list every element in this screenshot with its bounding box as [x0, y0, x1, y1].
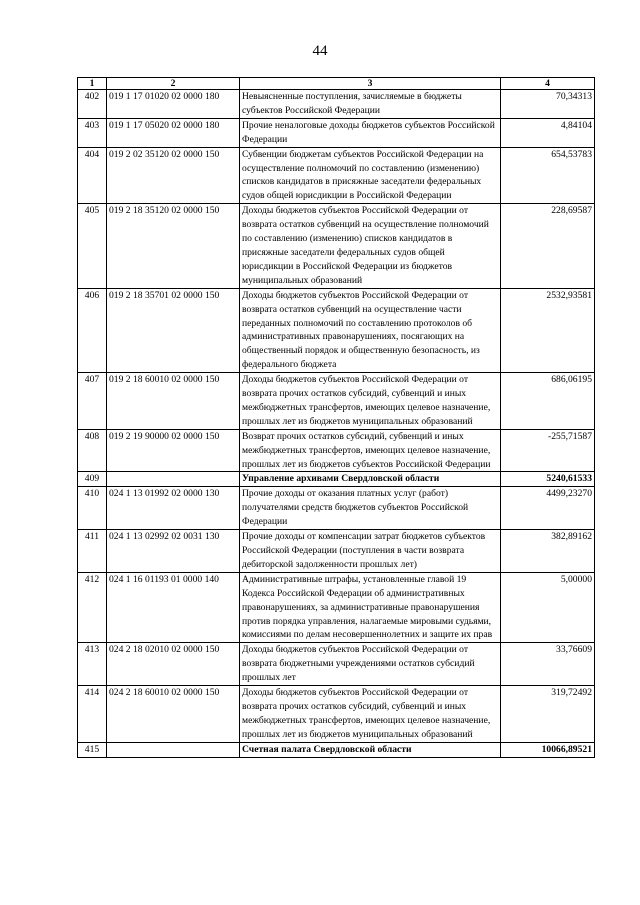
amount-cell: 33,76609: [501, 643, 595, 686]
row-number-cell: 413: [78, 643, 107, 686]
table-row: [78, 742, 595, 757]
revenue-name-cell: Доходы бюджетов субъектов Российской Федерации от возврата остатков субвенций на осуществление части переданных полномочий по составлению протоколов об административных правонарушениях, посягающих на общественный порядок и общественную безопасность, из федерального бюджета: [240, 288, 501, 372]
table-row: [78, 686, 595, 743]
revenue-name-cell: Прочие доходы от компенсации затрат бюджетов субъектов Российской Федерации (поступления в части возврата дебиторской задолженности прошлых лет): [240, 530, 501, 573]
row-number-cell: 407: [78, 373, 107, 430]
revenue-name-cell: Субвенции бюджетам субъектов Российской Федерации на осуществление полномочий по составлению (изменению) списков кандидатов в присяжные заседатели федеральных судов общей юрисдикции в Российской Федерации: [240, 147, 501, 204]
amount-cell: 5,00000: [501, 572, 595, 643]
budget-code-cell: 019 2 18 35701 02 0000 150: [107, 288, 240, 372]
budget-code-cell: 019 1 17 05020 02 0000 180: [107, 118, 240, 147]
row-number-cell: 404: [78, 147, 107, 204]
amount-cell: 5240,61533: [501, 472, 595, 487]
revenue-name-cell: Доходы бюджетов субъектов Российской Федерации от возврата прочих остатков субсидий, субвенций и иных межбюджетных трансфертов, имеющих целевое назначение, прошлых лет из бюджетов муниципальных образований: [240, 686, 501, 743]
row-number-cell: 409: [78, 472, 107, 487]
table-row: [78, 373, 595, 430]
table-row: [78, 572, 595, 643]
page-number: 44: [312, 43, 328, 59]
amount-cell: 228,69587: [501, 204, 595, 288]
table-row: [78, 288, 595, 372]
budget-code-cell: 024 2 18 60010 02 0000 150: [107, 686, 240, 743]
row-number-cell: 414: [78, 686, 107, 743]
amount-cell: 654,53783: [501, 147, 595, 204]
revenue-table: [77, 77, 595, 758]
row-number-cell: 412: [78, 572, 107, 643]
amount-cell: 70,34313: [501, 90, 595, 119]
budget-code-cell: [107, 742, 240, 757]
revenue-name-cell: Возврат прочих остатков субсидий, субвенций и иных межбюджетных трансфертов, имеющих целевое назначение, прошлых лет из бюджетов субъектов Российской Федерации: [240, 429, 501, 472]
row-number-cell: 403: [78, 118, 107, 147]
row-number-cell: 406: [78, 288, 107, 372]
column-header-number: 1: [78, 78, 107, 90]
budget-code-cell: 019 1 17 01020 02 0000 180: [107, 90, 240, 119]
budget-code-cell: 024 1 13 01992 02 0000 130: [107, 487, 240, 530]
column-header-name: 3: [240, 78, 501, 90]
table-row: [78, 472, 595, 487]
amount-cell: -255,71587: [501, 429, 595, 472]
table-row: [78, 118, 595, 147]
amount-cell: 10066,89521: [501, 742, 595, 757]
amount-cell: 686,06195: [501, 373, 595, 430]
row-number-cell: 410: [78, 487, 107, 530]
table-row: [78, 643, 595, 686]
table-row: [78, 90, 595, 119]
amount-cell: 4,84104: [501, 118, 595, 147]
revenue-name-cell: Прочие неналоговые доходы бюджетов субъектов Российской Федерации: [240, 118, 501, 147]
budget-code-cell: 024 1 16 01193 01 0000 140: [107, 572, 240, 643]
budget-code-cell: 024 2 18 02010 02 0000 150: [107, 643, 240, 686]
revenue-name-cell: Управление архивами Свердловской области: [240, 472, 501, 487]
amount-cell: 4499,23270: [501, 487, 595, 530]
revenue-name-cell: Административные штрафы, установленные главой 19 Кодекса Российской Федерации об административных правонарушениях, за административные правонарушения против порядка управления, налагаемые мировыми судьями, комиссиями по делам несовершеннолетних и защите их прав: [240, 572, 501, 643]
revenue-name-cell: Доходы бюджетов субъектов Российской Федерации от возврата прочих остатков субсидий, субвенций и иных межбюджетных трансфертов, имеющих целевое назначение, прошлых лет из бюджетов муниципальных образований: [240, 373, 501, 430]
table-body: [78, 90, 595, 758]
amount-cell: 319,72492: [501, 686, 595, 743]
budget-code-cell: 019 2 02 35120 02 0000 150: [107, 147, 240, 204]
budget-code-cell: 019 2 19 90000 02 0000 150: [107, 429, 240, 472]
revenue-name-cell: Счетная палата Свердловской области: [240, 742, 501, 757]
table-row: [78, 487, 595, 530]
table-header-row: [78, 78, 595, 90]
row-number-cell: 411: [78, 530, 107, 573]
budget-code-cell: [107, 472, 240, 487]
revenue-name-cell: Невыясненные поступления, зачисляемые в бюджеты субъектов Российской Федерации: [240, 90, 501, 119]
amount-cell: 2532,93581: [501, 288, 595, 372]
row-number-cell: 405: [78, 204, 107, 288]
amount-cell: 382,89162: [501, 530, 595, 573]
table-row: [78, 530, 595, 573]
row-number-cell: 415: [78, 742, 107, 757]
row-number-cell: 402: [78, 90, 107, 119]
column-header-amount: 4: [501, 78, 595, 90]
revenue-name-cell: Доходы бюджетов субъектов Российской Федерации от возврата остатков субвенций на осуществление полномочий по составлению (изменению) списков кандидатов в присяжные заседатели федеральных судов общей юрисдикции в Российской Федерации из бюджетов муниципальных образований: [240, 204, 501, 288]
table-row: [78, 204, 595, 288]
table-row: [78, 429, 595, 472]
revenue-name-cell: Прочие доходы от оказания платных услуг (работ) получателями средств бюджетов субъектов Российской Федерации: [240, 487, 501, 530]
revenue-name-cell: Доходы бюджетов субъектов Российской Федерации от возврата бюджетными учреждениями остатков субсидий прошлых лет: [240, 643, 501, 686]
column-header-code: 2: [107, 78, 240, 90]
table-row: [78, 147, 595, 204]
budget-code-cell: 024 1 13 02992 02 0031 130: [107, 530, 240, 573]
row-number-cell: 408: [78, 429, 107, 472]
budget-code-cell: 019 2 18 35120 02 0000 150: [107, 204, 240, 288]
budget-code-cell: 019 2 18 60010 02 0000 150: [107, 373, 240, 430]
